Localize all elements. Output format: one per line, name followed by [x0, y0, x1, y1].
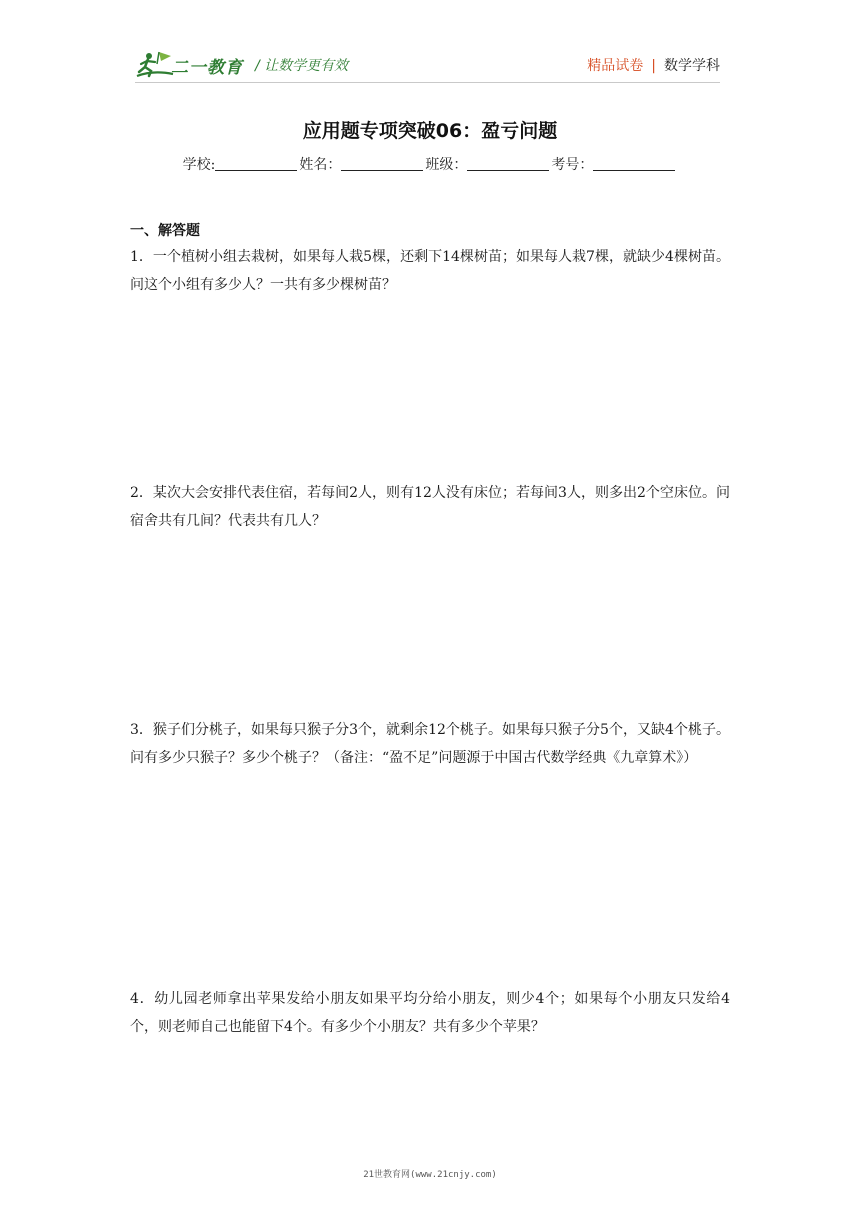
header-category [587, 55, 720, 75]
slogan: / 让数学更有效 [255, 58, 349, 74]
exam-number-blank [593, 156, 675, 171]
page-header [135, 50, 720, 82]
subject-label: 数学学科 [664, 58, 720, 74]
brand-logo [135, 50, 245, 80]
page-footer: 21世教育网(www.21cnjy.com) [363, 1170, 497, 1180]
category-label: 精品试卷 [587, 58, 644, 74]
school-blank [215, 156, 297, 171]
school-label: 学校: [182, 157, 216, 173]
exam-number-label: 考号： [551, 157, 594, 173]
header-divider [135, 82, 720, 83]
section-heading: 一、解答题 [130, 223, 200, 239]
question-2: 2．某次大会安排代表住宿，若每间2人，则有12人没有床位；若每间3人，则多出2个空床位。问宿舍共有几间？代表共有几人？ [130, 485, 730, 529]
class-blank [467, 156, 549, 171]
question-1: 1．一个植树小组去栽树，如果每人栽5棵，还剩下14棵树苗；如果每人栽7棵，就缺少4棵树苗。问这个小组有多少人？一共有多少棵树苗？ [130, 249, 730, 293]
page-title: 应用题专项突破06：盈亏问题 [302, 120, 558, 142]
header-separator: | [651, 58, 656, 74]
runner-icon [135, 50, 175, 80]
name-label: 姓名： [299, 157, 342, 173]
class-label: 班级： [425, 157, 468, 173]
name-blank [341, 156, 423, 171]
question-3: 3．猴子们分桃子，如果每只猴子分3个，就剩余12个桃子。如果每只猴子分5个，又缺4个桃子。问有多少只猴子？多少个桃子？（备注：“盈不足”问题源于中国古代数学经典《九章算术》） [130, 722, 730, 766]
logo-text: 二一教育 [171, 58, 243, 78]
student-info-line [0, 154, 860, 174]
question-4: 4．幼儿园老师拿出苹果发给小朋友如果平均分给小朋友，则少4个；如果每个小朋友只发给4个，则老师自己也能留下4个。有多少个小朋友？共有多少个苹果？ [130, 991, 730, 1035]
